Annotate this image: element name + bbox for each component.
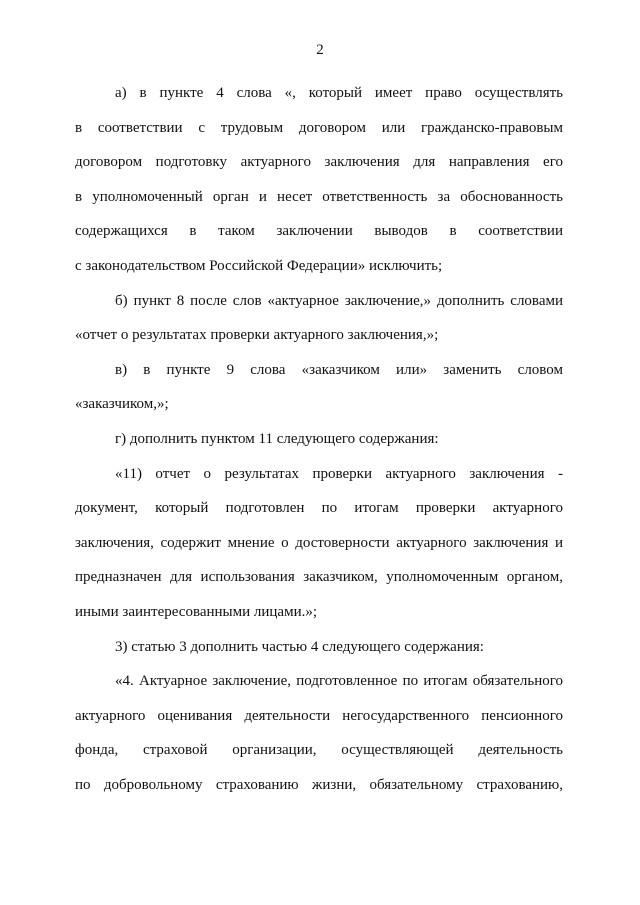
- paragraph-para-11: [75, 457, 563, 630]
- paragraph-para-g: [75, 422, 563, 457]
- text-line: договором подготовку актуарного заключения для направления его: [75, 154, 563, 171]
- text-line: предназначен для использования заказчиком, уполномоченным органом,: [75, 569, 563, 586]
- text-line: в) в пункте 9 слова «заказчиком или» заменить словом: [115, 361, 563, 378]
- paragraph-para-4: [75, 664, 563, 802]
- paragraph-para-b: [75, 284, 563, 353]
- document-body: [75, 76, 563, 802]
- text-line: г) дополнить пунктом 11 следующего содержания:: [115, 430, 439, 447]
- text-line: по добровольному страхованию жизни, обязательному страхованию,: [75, 776, 563, 793]
- text-line: содержащихся в таком заключении выводов в соответствии: [75, 223, 563, 240]
- text-line: актуарного оценивания деятельности негосударственного пенсионного: [75, 707, 563, 724]
- text-line: заключения, содержит мнение о достоверности актуарного заключения и: [75, 534, 563, 551]
- text-line: в уполномоченный орган и несет ответственность за обоснованность: [75, 188, 563, 205]
- text-line: «отчет о результатах проверки актуарного заключения,»;: [75, 327, 439, 344]
- text-line: 3) статью 3 дополнить частью 4 следующего содержания:: [115, 638, 484, 655]
- text-line: «заказчиком,»;: [75, 396, 169, 413]
- text-line: в соответствии с трудовым договором или гражданско-правовым: [75, 119, 563, 136]
- text-line: а) в пункте 4 слова «, который имеет право осуществлять: [115, 85, 563, 101]
- page-number: 2: [316, 42, 324, 58]
- paragraph-para-a: [75, 76, 563, 284]
- paragraph-para-v: [75, 353, 563, 422]
- text-line: «4. Актуарное заключение, подготовленное по итогам обязательного: [115, 673, 563, 690]
- paragraph-para-3: [75, 630, 563, 665]
- text-line: фонда, страховой организации, осуществляющей деятельность: [75, 742, 563, 759]
- text-line: б) пункт 8 после слов «актуарное заключение,» дополнить словами: [115, 292, 563, 309]
- text-line: с законодательством Российской Федерации» исключить;: [75, 257, 443, 274]
- text-line: иными заинтересованными лицами.»;: [75, 603, 318, 620]
- text-line: документ, который подготовлен по итогам проверки актуарного: [75, 500, 563, 517]
- text-line: «11) отчет о результатах проверки актуарного заключения -: [115, 465, 563, 482]
